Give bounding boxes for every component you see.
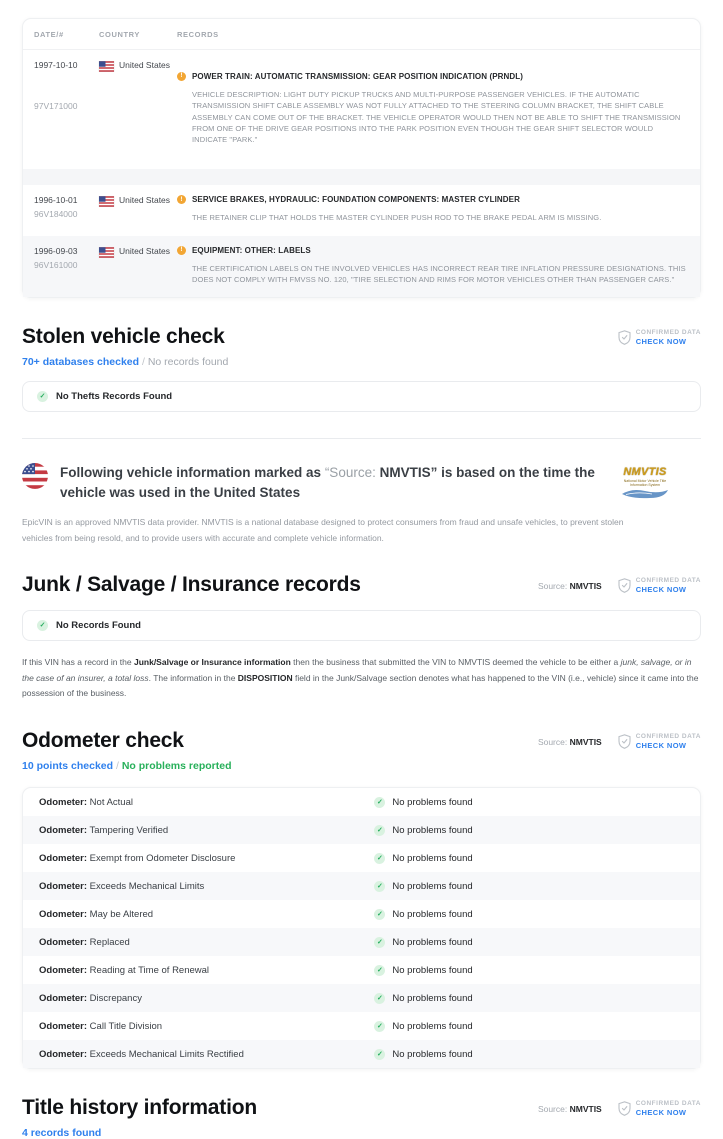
check-icon: ✓ — [374, 909, 385, 920]
records-found-text: 4 records found — [22, 1127, 102, 1139]
odometer-check-label: Odometer: Tampering Verified — [39, 824, 169, 836]
shield-icon — [618, 734, 631, 749]
odometer-check-status: ✓ No problems found — [374, 909, 684, 920]
record-date-cell — [34, 60, 86, 145]
table-row — [23, 984, 700, 1012]
us-flag-icon — [99, 196, 114, 207]
check-now-badge[interactable]: CONFIRMED DATA CHECK NOW — [618, 1100, 701, 1118]
odometer-check-label: Odometer: Discrepancy — [39, 992, 142, 1004]
check-icon: ✓ — [374, 965, 385, 976]
recalls-table-header — [23, 19, 700, 50]
source-label: Source: NMVTIS — [537, 736, 602, 747]
table-row — [23, 928, 700, 956]
table-row — [23, 1040, 700, 1068]
record-country: United States — [119, 60, 171, 70]
check-icon: ✓ — [374, 853, 385, 864]
check-now-link[interactable]: CHECK NOW — [635, 741, 687, 751]
odometer-check-label: Odometer: Exceeds Mechanical Limits — [39, 880, 205, 892]
odometer-check-status: ✓ No problems found — [374, 825, 684, 836]
record-number: 96V184000 — [34, 209, 78, 220]
record-title: SERVICE BRAKES, HYDRAULIC: FOUNDATION COMPONENTS: MASTER CYLINDER — [192, 195, 520, 205]
us-flag-icon — [99, 61, 114, 72]
record-description: THE RETAINER CLIP THAT HOLDS THE MASTER CYLINDER PUSH ROD TO THE BRAKE PEDAL ARM IS MISSING. — [192, 213, 602, 223]
table-row — [23, 872, 700, 900]
record-details-cell — [177, 246, 686, 286]
source-label: Source: NMVTIS — [537, 1103, 602, 1114]
odometer-section — [22, 729, 701, 1069]
odometer-check-status: ✓ No problems found — [374, 853, 684, 864]
column-header-records: RECORDS — [177, 30, 219, 39]
table-row — [23, 185, 700, 235]
check-now-badge[interactable]: CONFIRMED DATA CHECK NOW — [618, 577, 701, 595]
nmvtis-map-icon — [620, 488, 670, 500]
table-row — [23, 50, 700, 185]
record-number: 97V171000 — [34, 101, 78, 111]
record-details-cell — [177, 195, 686, 223]
odometer-check-label: Odometer: Exceeds Mechanical Limits Rectified — [39, 1048, 244, 1060]
odometer-check-status: ✓ No problems found — [374, 1049, 684, 1060]
odometer-check-status: ✓ No problems found — [374, 797, 684, 808]
nmvtis-note-heading: Following vehicle information marked as “Source: NMVTIS” is based on the time the vehicle was used in the United States — [60, 465, 595, 501]
odometer-check-label: Odometer: Exempt from Odometer Disclosure — [39, 852, 236, 864]
stolen-vehicle-section — [22, 325, 701, 412]
check-icon: ✓ — [374, 937, 385, 948]
shield-icon — [618, 1101, 631, 1116]
check-icon: ✓ — [374, 1021, 385, 1032]
nmvtis-note-body: EpicVIN is an approved NMVTIS data provider. NMVTIS is a national database designed to protect consumers from fraud and unsafe vehicles, to prevent stolen vehicles from being resold, and to provide users with accurate and complete vehicle information. — [22, 517, 624, 543]
odometer-check-label: Odometer: Not Actual — [39, 796, 133, 808]
no-thefts-box — [22, 381, 701, 412]
check-now-link[interactable]: CHECK NOW — [635, 337, 687, 347]
odometer-check-status: ✓ No problems found — [374, 993, 684, 1004]
check-icon: ✓ — [374, 881, 385, 892]
no-records-text: No records found — [147, 356, 229, 368]
shield-icon — [618, 578, 631, 593]
odometer-check-label: Odometer: Reading at Time of Renewal — [39, 964, 210, 976]
odometer-check-status: ✓ No problems found — [374, 965, 684, 976]
odometer-check-status: ✓ No problems found — [374, 937, 684, 948]
recalls-table — [22, 18, 701, 298]
section-title-history: Title history information — [22, 1096, 257, 1120]
table-row — [23, 236, 700, 298]
record-country: United States — [119, 245, 171, 256]
check-icon: ✓ — [374, 825, 385, 836]
warning-icon: ! — [177, 72, 186, 81]
warning-icon: ! — [177, 195, 186, 204]
record-country-cell — [99, 60, 171, 145]
record-description: VEHICLE DESCRIPTION: LIGHT DUTY PICKUP TRUCKS AND MULTI-PURPOSE PASSENGER VEHICLES. IF THE AUTOMATIC TRANSMISSION SHIFT CABLE ASSEMBLY WAS NOT FULLY ATTACHED TO THE STEERING COLUMN BRACKET, THE SHIFT CABLE ASSEMBLY CAN COME OUT OF THE BRACKET. THE VEHICLE OPERATOR WOULD THEN NOT BE ABLE TO SHIFT THE TRANSMISSION FROM ONE OF THE DRIVE GEAR POSITIONS INTO THE PARK POSITION EVEN THOUGH THE GEAR SHIFT SELECTOR WOULD INDICATE "PARK." — [192, 90, 681, 144]
junk-paragraph: If this VIN has a record in the Junk/Salvage or Insurance information then the business that submitted the VIN to NMVTIS deemed the vehicle to be either a junk, salvage, or in the case of an insurer, a total loss. The information in the DISPOSITION field in the Junk/Salvage section denotes what has happened to the VIN (i.e., vehicle) since it came into the possession of the business. — [22, 656, 699, 699]
record-country-cell — [99, 195, 171, 223]
us-flag-icon — [99, 247, 114, 258]
table-row — [23, 956, 700, 984]
table-row — [23, 816, 700, 844]
check-now-badge[interactable] — [618, 329, 701, 347]
column-header-country: COUNTRY — [99, 30, 141, 39]
record-description: THE CERTIFICATION LABELS ON THE INVOLVED VEHICLES HAS INCORRECT REAR TIRE INFLATION PRESSURE DESIGNATIONS. THIS DOES NOT COMPLY WITH FMVSS NO. 120, "TIRE SELECTION AND RIMS FOR MOTOR VEHICLES OTHER THAN PASSENGER CARS." — [192, 263, 686, 284]
nmvtis-note-section — [22, 463, 701, 546]
record-date: 1996-09-03 — [34, 245, 78, 256]
check-now-link[interactable]: CHECK NOW — [635, 1108, 687, 1118]
junk-salvage-section — [22, 573, 701, 702]
shield-icon — [618, 330, 631, 345]
record-country-cell — [99, 245, 171, 286]
no-thefts-text: No Thefts Records Found — [56, 391, 173, 402]
warning-icon: ! — [177, 246, 186, 255]
nmvtis-logo: NMVTIS National Motor Vehicle Title Information System — [617, 467, 673, 505]
section-title-stolen: Stolen vehicle check — [22, 325, 225, 348]
check-icon: ✓ — [37, 391, 48, 402]
odometer-check-label: Odometer: May be Altered — [39, 908, 154, 920]
table-row — [23, 788, 700, 816]
record-date: 1997-10-10 — [34, 60, 78, 70]
table-row — [23, 900, 700, 928]
table-row — [23, 1012, 700, 1040]
record-title: POWER TRAIN: AUTOMATIC TRANSMISSION: GEAR POSITION INDICATION (PRNDL) — [192, 72, 524, 81]
odometer-check-status: ✓ No problems found — [374, 1021, 684, 1032]
record-date: 1996-10-01 — [34, 195, 78, 206]
stolen-subtitle: 70+ databases checked / No records found — [22, 356, 229, 368]
check-icon: ✓ — [374, 797, 385, 808]
record-number: 96V161000 — [34, 259, 78, 270]
section-title-junk: Junk / Salvage / Insurance records — [22, 572, 361, 596]
recalls-body — [23, 50, 700, 297]
databases-checked-text: 70+ databases checked — [22, 356, 140, 368]
odometer-table — [22, 787, 701, 1069]
odometer-check-status: ✓ No problems found — [374, 881, 684, 892]
odometer-subtitle: 10 points checked / No problems reported — [22, 760, 232, 773]
odometer-check-label: Odometer: Replaced — [39, 936, 130, 948]
record-country: United States — [119, 195, 171, 206]
check-icon: ✓ — [374, 993, 385, 1004]
check-now-link[interactable]: CHECK NOW — [635, 585, 687, 595]
check-icon: ✓ — [374, 1049, 385, 1060]
check-icon: ✓ — [37, 620, 48, 631]
no-problems-text: No problems reported — [121, 760, 232, 773]
odometer-check-label: Odometer: Call Title Division — [39, 1020, 163, 1032]
check-now-badge[interactable]: CONFIRMED DATA CHECK NOW — [618, 733, 701, 751]
record-date-cell — [34, 195, 86, 223]
us-flag-round-icon — [22, 463, 48, 489]
section-title-odometer: Odometer check — [22, 729, 184, 753]
title-history-section — [22, 1096, 701, 1139]
record-details-cell — [177, 60, 686, 145]
no-records-box: ✓ No Records Found — [22, 610, 701, 641]
record-date-cell — [34, 246, 86, 286]
column-header-date: DATE/# — [34, 30, 64, 39]
record-title: EQUIPMENT: OTHER: LABELS — [192, 245, 311, 255]
points-checked-text: 10 points checked — [22, 760, 114, 773]
section-divider — [22, 438, 701, 439]
table-row — [23, 844, 700, 872]
confirmed-data-label: CONFIRMED DATA — [635, 329, 701, 336]
source-label: Source: NMVTIS — [537, 580, 602, 591]
